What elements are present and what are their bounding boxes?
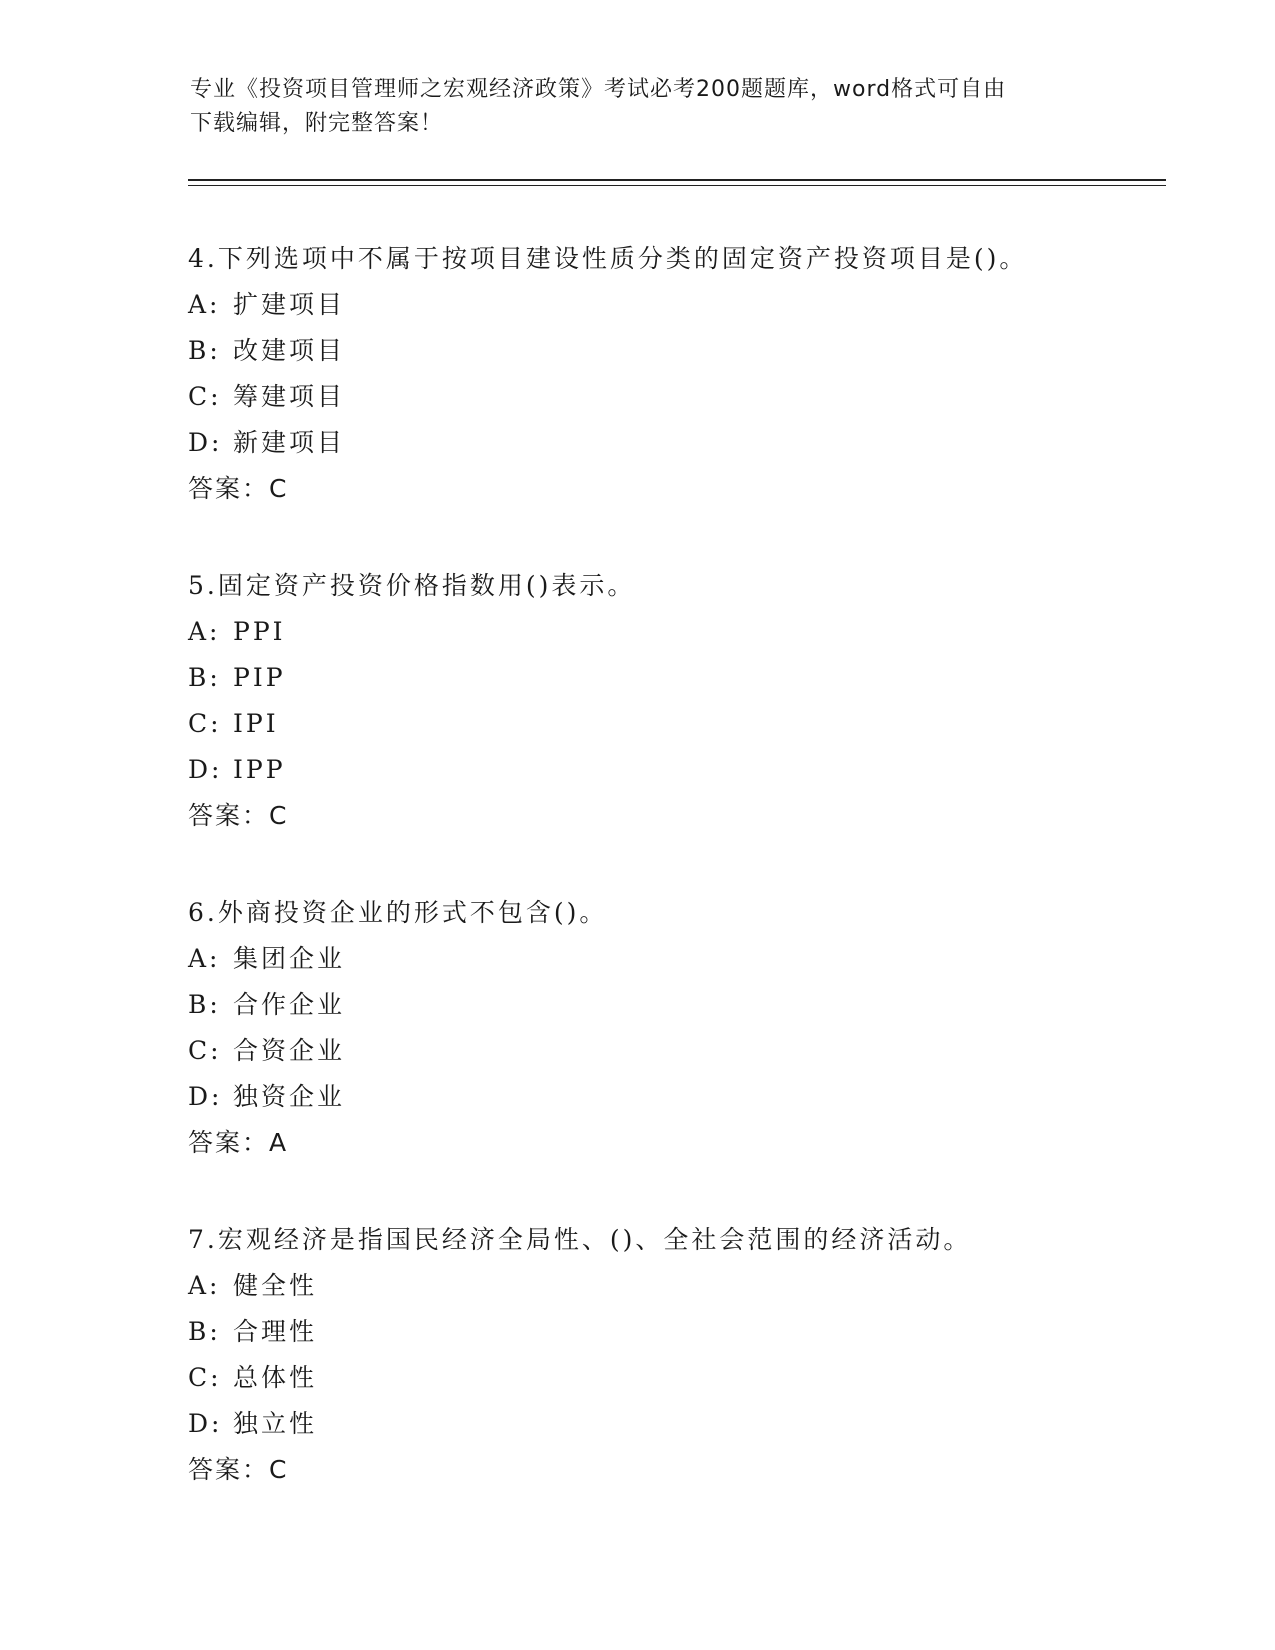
header-divider-top — [188, 179, 1166, 181]
option-c — [188, 1355, 1168, 1401]
option-letter: B: — [188, 663, 221, 692]
option-a — [188, 609, 1168, 655]
question-item — [188, 890, 1168, 1166]
option-text: 合资企业 — [233, 1036, 346, 1065]
option-letter: C: — [188, 1036, 222, 1065]
option-letter: B: — [188, 990, 221, 1019]
option-c — [188, 701, 1168, 747]
option-c — [188, 374, 1168, 420]
option-b — [188, 1309, 1168, 1355]
option-letter: A: — [188, 944, 221, 973]
option-d — [188, 1401, 1168, 1447]
answer-line: 答案：C — [188, 474, 289, 503]
answer-line: 答案：A — [188, 1128, 289, 1157]
option-letter: D: — [188, 755, 223, 784]
header-line-1: 专业《投资项目管理师之宏观经济政策》考试必考200题题库，word格式可自由 — [190, 77, 1007, 102]
option-text: 总体性 — [233, 1363, 318, 1392]
option-text: 改建项目 — [233, 336, 346, 365]
option-b — [188, 328, 1168, 374]
option-text: PPI — [233, 617, 286, 646]
question-item — [188, 1217, 1168, 1493]
option-letter: C: — [188, 709, 222, 738]
answer-line: 答案：C — [188, 801, 289, 830]
option-letter: B: — [188, 336, 221, 365]
option-d — [188, 420, 1168, 466]
option-a — [188, 282, 1168, 328]
option-d — [188, 1074, 1168, 1120]
option-letter: D: — [188, 1409, 223, 1438]
document-header — [190, 73, 1090, 141]
option-c — [188, 1028, 1168, 1074]
option-letter: B: — [188, 1317, 221, 1346]
question-item — [188, 236, 1168, 512]
option-letter: A: — [188, 290, 221, 319]
option-b — [188, 982, 1168, 1028]
option-text: 集团企业 — [233, 944, 346, 973]
option-letter: C: — [188, 1363, 222, 1392]
option-text: 合理性 — [233, 1317, 318, 1346]
header-line-2: 下载编辑，附完整答案！ — [190, 111, 444, 136]
question-stem: 4.下列选项中不属于按项目建设性质分类的固定资产投资项目是()。 — [188, 244, 1028, 273]
option-text: IPI — [233, 709, 279, 738]
question-list — [188, 236, 1168, 1544]
option-text: 筹建项目 — [233, 382, 346, 411]
option-a — [188, 936, 1168, 982]
option-text: IPP — [233, 755, 286, 784]
option-letter: D: — [188, 1082, 223, 1111]
question-stem: 5.固定资产投资价格指数用()表示。 — [188, 571, 636, 600]
option-letter: A: — [188, 1271, 221, 1300]
option-b — [188, 655, 1168, 701]
option-letter: D: — [188, 428, 223, 457]
question-stem: 6.外商投资企业的形式不包含()。 — [188, 898, 608, 927]
option-d — [188, 747, 1168, 793]
option-text: 新建项目 — [233, 428, 346, 457]
header-divider-bottom — [188, 185, 1166, 186]
option-text: 合作企业 — [233, 990, 346, 1019]
option-text: 健全性 — [233, 1271, 318, 1300]
option-a — [188, 1263, 1168, 1309]
option-letter: C: — [188, 382, 222, 411]
question-stem: 7.宏观经济是指国民经济全局性、()、全社会范围的经济活动。 — [188, 1225, 972, 1254]
question-item — [188, 563, 1168, 839]
option-letter: A: — [188, 617, 221, 646]
answer-line: 答案：C — [188, 1455, 289, 1484]
option-text: 独资企业 — [233, 1082, 346, 1111]
option-text: 扩建项目 — [233, 290, 346, 319]
option-text: 独立性 — [233, 1409, 318, 1438]
option-text: PIP — [233, 663, 286, 692]
